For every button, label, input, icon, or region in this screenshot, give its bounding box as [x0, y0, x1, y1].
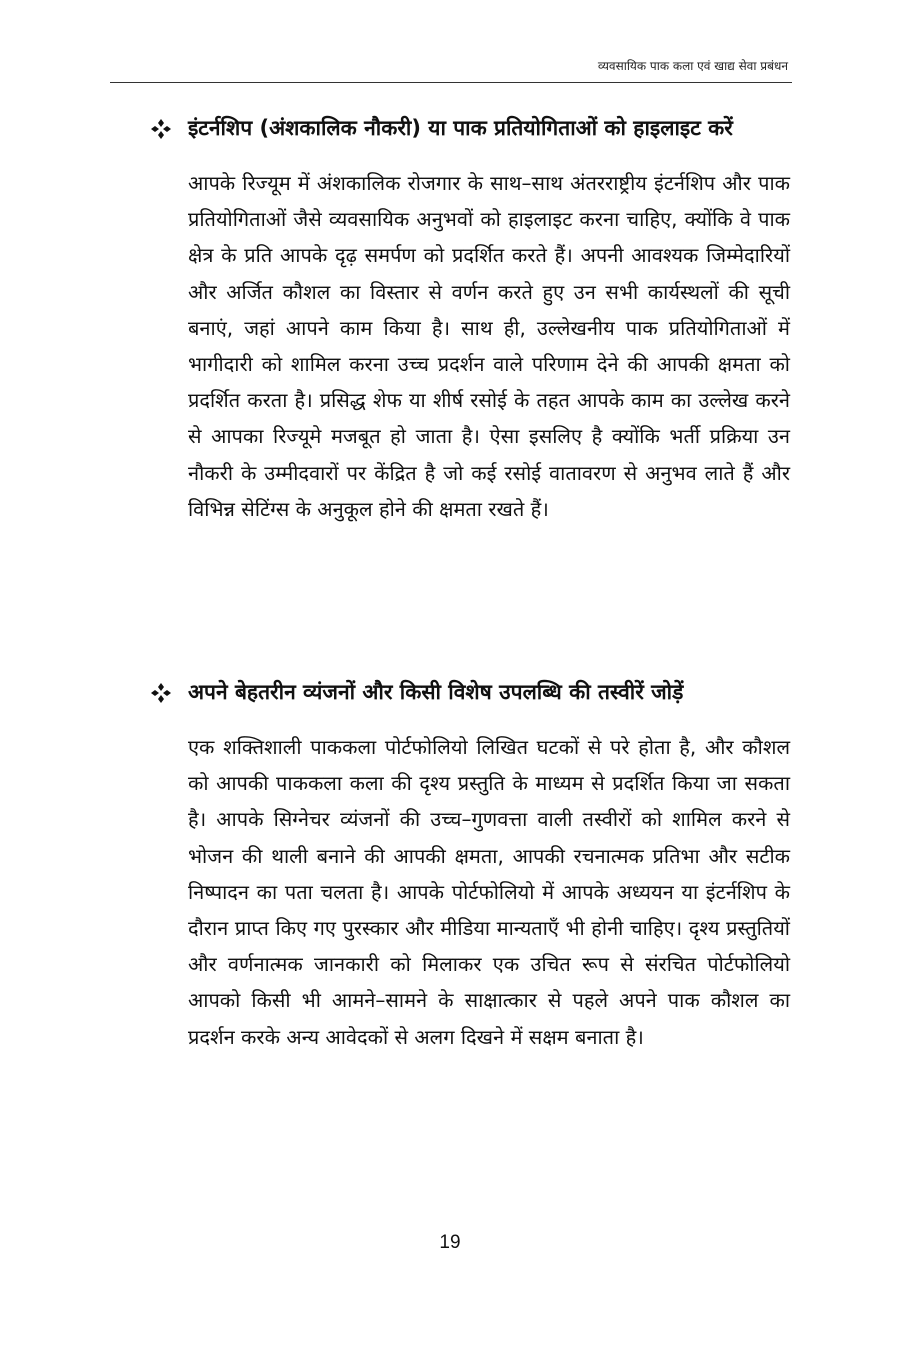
section-heading	[150, 112, 790, 145]
section-heading-text: अपने बेहतरीन व्यंजनों और किसी विशेष उपलब्धि की तस्वीरें जोड़ें	[188, 680, 684, 704]
section-heading-text: इंटर्नशिप (अंशकालिक नौकरी) या पाक प्रतियोगिताओं को हाइलाइट करें	[188, 116, 733, 140]
header-divider	[110, 82, 792, 83]
four-diamond-bullet-icon	[150, 682, 172, 704]
section-dish-photos	[150, 676, 790, 1055]
section-body-paragraph: आपके रिज्यूम में अंशकालिक रोजगार के साथ–साथ अंतरराष्ट्रीय इंटर्नशिप और पाक प्रतियोगिताओं जैसे व्यवसायिक अनुभवों को हाइलाइट करना चाहिए, क्योंकि वे पाक क्षेत्र के प्रति आपके दृढ़ समर्पण को प्रदर्शित करते हैं। अपनी आवश्यक जिम्मेदारियों और अर्जित कौशल का विस्तार से वर्णन करते हुए उन सभी कार्यस्थलों की सूची बनाएं, जहां आपने काम किया है। साथ ही, उल्लेखनीय पाक प्रतियोगिताओं में भागीदारी को शामिल करना उच्च प्रदर्शन वाले परिणाम देने की आपकी क्षमता को प्रदर्शित करता है। प्रसिद्ध शेफ या शीर्ष रसोई के तहत आपके काम का उल्लेख करने से आपका रिज्यूमे मजबूत हो जाता है। ऐसा इसलिए है क्योंकि भर्ती प्रक्रिया उन नौकरी के उम्मीदवारों पर केंद्रित है जो कई रसोई वातावरण से अनुभव लाते हैं और विभिन्न सेटिंग्स के अनुकूल होने की क्षमता रखते हैं।	[188, 171, 790, 521]
section-internship	[150, 112, 790, 527]
running-header-title: व्यवसायिक पाक कला एवं खाद्य सेवा प्रबंधन	[597, 59, 788, 73]
section-heading	[150, 676, 790, 709]
section-body-paragraph: एक शक्तिशाली पाककला पोर्टफोलियो लिखित घटकों से परे होता है, और कौशल को आपकी पाककला कला की दृश्य प्रस्तुति के माध्यम से प्रदर्शित किया जा सकता है। आपके सिग्नेचर व्यंजनों की उच्च–गुणवत्ता वाली तस्वीरों को शामिल करने से भोजन की थाली बनाने की आपकी क्षमता, आपकी रचनात्मक प्रतिभा और सटीक निष्पादन का पता चलता है। आपके पोर्टफोलियो में आपके अध्ययन या इंटर्नशिप के दौरान प्राप्त किए गए पुरस्कार और मीडिया मान्यताएँ भी होनी चाहिए। दृश्य प्रस्तुतियों और वर्णनात्मक जानकारी को मिलाकर एक उचित रूप से संरचित पोर्टफोलियो आपको किसी भी आमने–सामने के साक्षात्कार से पहले अपने पाक कौशल का प्रदर्शन करके अन्य आवेदकों से अलग दिखने में सक्षम बनाता है।	[188, 735, 790, 1049]
four-diamond-bullet-icon	[150, 118, 172, 140]
page-number: 19	[439, 1232, 461, 1253]
